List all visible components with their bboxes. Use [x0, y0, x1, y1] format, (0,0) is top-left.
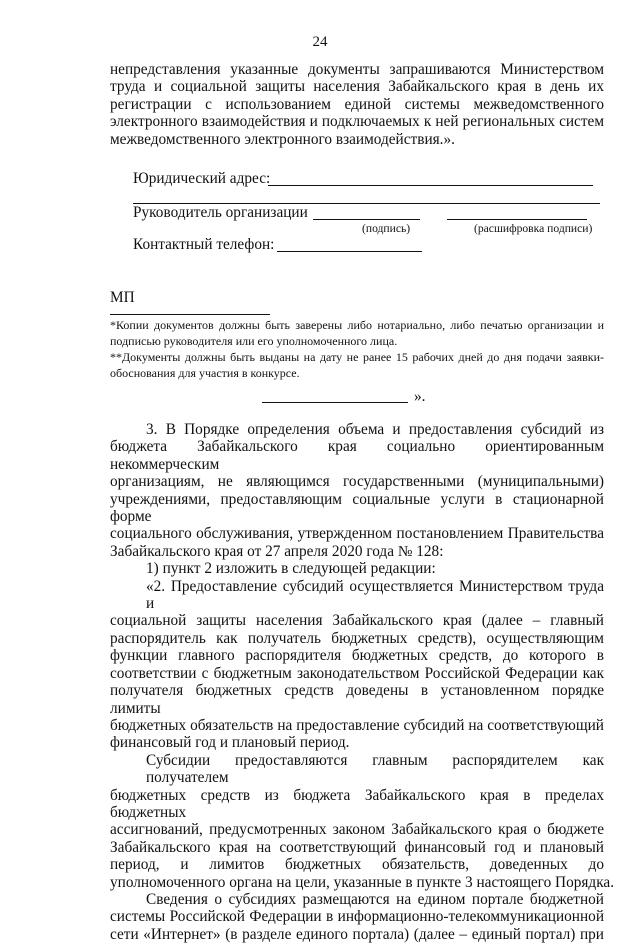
footnote-2: **Документы должны быть выданы на дату не ранее 15 рабочих дней до дня подачи заявки-обоснования для участия в конкурсе.	[110, 350, 604, 380]
footnote-1: *Копии документов должны быть заверены либо нотариально, либо печатью организации и подписью руководителя или его уполномоченного лица.	[110, 318, 604, 348]
text-line: Субсидии предоставляются главным распорядителем как получателем	[146, 751, 604, 787]
text-line: регистрации с использованием единой системы межведомственного	[110, 95, 604, 113]
text-line: труда и социальной защиты населения Забайкальского края в день их	[110, 78, 604, 96]
text-line: системы Российской Федерации в информационно-телекоммуникационной	[110, 908, 604, 926]
closing-line	[262, 402, 408, 403]
section-3	[110, 421, 615, 943]
top-paragraph	[110, 61, 604, 148]
text-line: получателя бюджетных средств доведены в установленном порядке лимиты	[110, 682, 604, 717]
legal-address-label: Юридический адрес:	[133, 170, 271, 187]
legal-address-field	[133, 170, 270, 188]
legal-address-line	[268, 185, 593, 186]
text-line: организациям, не являющимся государственными (муниципальными)	[110, 473, 604, 491]
item-1: 1) пункт 2 изложить в следующей редакции:	[146, 560, 436, 578]
head-label: Руководитель организации	[133, 204, 308, 221]
text-line: функции главного распорядителя бюджетных средств, до которого в	[110, 647, 604, 665]
text-line: бюджета Забайкальского края социально ориентированным некоммерческим	[110, 438, 604, 473]
text-line: бюджетных обязательств на предоставление субсидий на соответствующий	[110, 716, 604, 734]
closing-mark: ».	[414, 388, 426, 405]
phone-label: Контактный телефон:	[133, 236, 275, 253]
text-line: Сведения о субсидиях размещаются на едином портале бюджетной	[146, 890, 604, 908]
decoding-line	[447, 219, 587, 220]
text-line: социальной защиты населения Забайкальского края (далее – главный	[110, 612, 604, 630]
text-line: Забайкальского края на соответствующий финансовый год и плановый	[110, 838, 604, 856]
decoding-caption: (расшифровка подписи)	[474, 222, 593, 235]
text-line: социального обслуживания, утвержденном постановлением Правительства	[110, 525, 604, 543]
signature-line	[313, 219, 420, 220]
text-line: непредставления указанные документы запрашиваются Министерством	[110, 61, 604, 78]
text-line: электронного взаимодействия и подключаемых к ней региональных систем	[110, 113, 604, 131]
text-line: финансовый год и плановый период.	[110, 734, 350, 752]
text-line: 3. В Порядке определения объема и предоставления субсидий из	[146, 421, 604, 438]
page-number: 24	[312, 34, 328, 50]
phone-field	[133, 236, 274, 254]
text-line: ассигнований, предусмотренных законом Забайкальского края о бюджете	[110, 821, 604, 839]
text-line: сети «Интернет» (в разделе единого портала) (далее – единый портал) при	[110, 925, 604, 943]
footnote-separator	[110, 314, 270, 315]
text-line: «2. Предоставление субсидий осуществляется Министерством труда и	[146, 577, 604, 613]
phone-line	[277, 251, 422, 252]
text-line: период, и лимитов бюджетных обязательств, доведенных до	[110, 856, 604, 874]
text-line: соответствии с бюджетным законодательством Российской Федерации как	[110, 664, 604, 682]
text-line: уполномоченного органа на цели, указанные в пункте 3 настоящего Порядка.	[110, 873, 615, 891]
head-field	[133, 204, 308, 222]
text-line: учреждениями, предоставляющим социальные услуги в стационарной форме	[110, 490, 604, 526]
footnotes	[110, 317, 604, 381]
text-line: распорядитель как получатель бюджетных средств), осуществляющим	[110, 629, 604, 647]
text-line: бюджетных средств из бюджета Забайкальского края в пределах бюджетных	[110, 786, 604, 821]
text-line: межведомственного электронного взаимодействия.».	[110, 130, 455, 148]
signature-caption: (подпись)	[362, 222, 411, 235]
stamp-label: МП	[110, 289, 135, 306]
text-line: Забайкальского края от 27 апреля 2020 года № 128:	[110, 542, 444, 560]
